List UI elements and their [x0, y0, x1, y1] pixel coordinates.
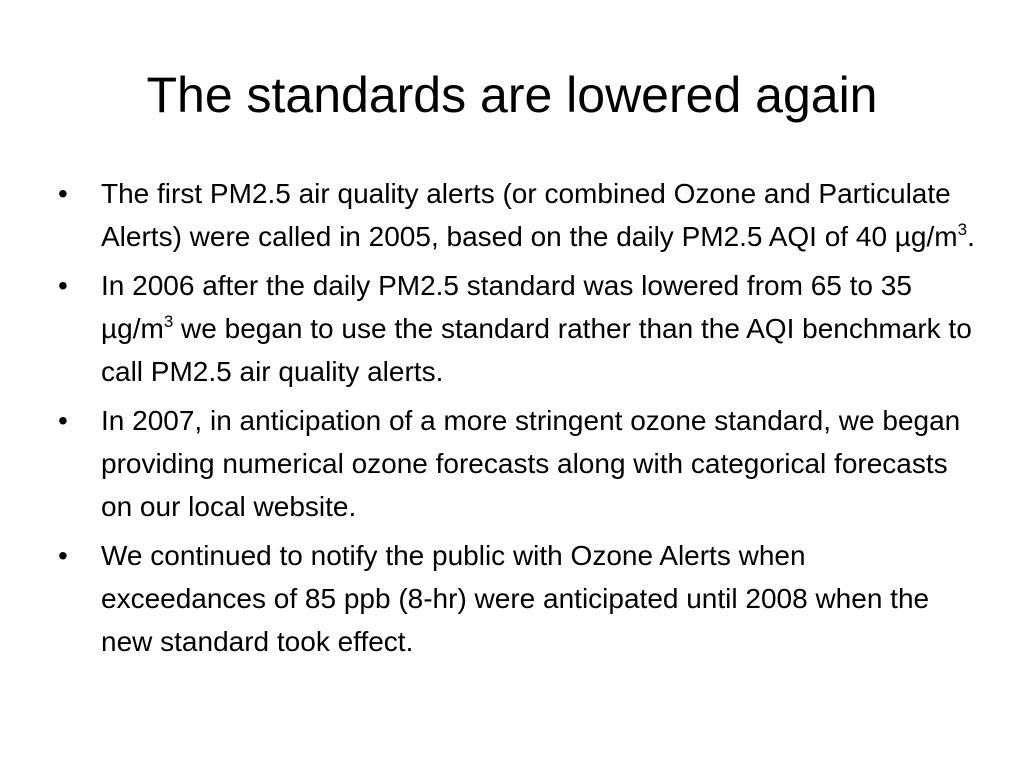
bullet-item	[56, 399, 976, 528]
bullet-item	[56, 172, 976, 258]
slide-title: The standards are lowered again	[146, 67, 878, 123]
bullet-item	[56, 264, 976, 393]
bullet-text: In 2006 after the daily PM2.5 standard was lowered from 65 to 35 $\mu g/m^3$ we began to use the standard rather than the AQI benchmark to call PM2.5 air quality alerts.	[101, 270, 972, 387]
bullet-text: In 2007, in anticipation of a more stringent ozone standard, we began providing numerical ozone forecasts along with categorical forecasts on our local website.	[101, 405, 961, 522]
bullet-list	[56, 172, 976, 669]
bullet-item	[56, 534, 976, 663]
bullet-icon: •	[58, 405, 68, 436]
bullet-text: The first PM2.5 air quality alerts (or combined Ozone and Particulate Alerts) were called in 2005, based on the daily PM2.5 AQI of 40 $\mu g/m^3$.	[101, 178, 975, 252]
bullet-icon: •	[58, 540, 68, 571]
bullet-icon: •	[58, 270, 68, 301]
bullet-text: We continued to notify the public with Ozone Alerts when exceedances of 85 ppb (8-hr) were anticipated until 2008 when the new standard took effect.	[101, 540, 930, 657]
superscript: 3	[163, 312, 174, 331]
bullet-icon: •	[58, 178, 68, 209]
superscript: 3	[957, 220, 968, 239]
